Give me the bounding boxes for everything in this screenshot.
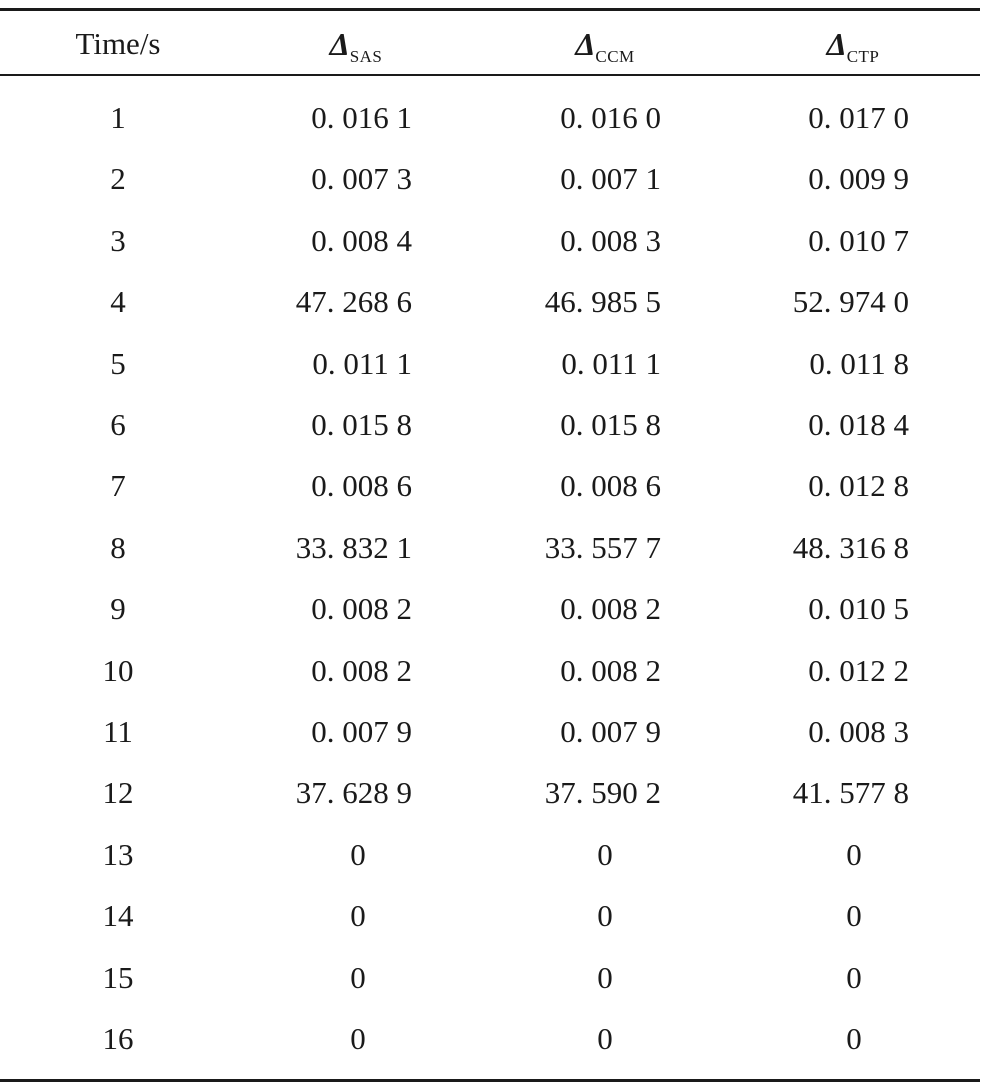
time-cell: 1 — [110, 100, 126, 135]
value-cell: 33. 557 7 — [544, 529, 661, 565]
time-cell: 5 — [110, 345, 126, 381]
value-cell: 0. 007 9 — [311, 714, 412, 749]
value-cell: 0. 008 3 — [808, 714, 909, 749]
subscript-ctp: CTP — [846, 47, 880, 66]
table-row — [0, 948, 980, 1008]
value-cell: 0 — [597, 836, 613, 872]
value-cell: 0. 015 8 — [311, 407, 412, 442]
value-cell: 0 — [597, 1021, 613, 1056]
header-delta-ccm — [505, 14, 705, 74]
value-cell: 0 — [846, 959, 862, 995]
table-row — [0, 272, 980, 332]
value-cell: 0. 018 4 — [808, 407, 909, 442]
value-cell: 41. 577 8 — [792, 775, 909, 811]
time-cell: 6 — [110, 407, 126, 442]
time-cell: 8 — [110, 529, 126, 565]
value-cell: 0. 007 1 — [560, 161, 661, 197]
time-cell: 9 — [110, 591, 126, 627]
time-cell: 12 — [102, 775, 134, 811]
value-cell: 0. 011 1 — [561, 345, 661, 381]
table-row — [0, 1009, 980, 1069]
header-delta-ctp — [753, 14, 953, 74]
value-cell: 0. 008 2 — [311, 652, 412, 688]
table-row — [0, 395, 980, 455]
table-row — [0, 149, 980, 209]
table-row — [0, 211, 980, 271]
table-header-row — [0, 14, 980, 74]
table-row — [0, 763, 980, 823]
value-cell: 0. 016 1 — [311, 100, 412, 135]
time-cell: 7 — [110, 468, 126, 504]
time-cell: 3 — [110, 222, 126, 258]
time-cell: 15 — [102, 959, 134, 995]
value-cell: 0. 010 5 — [808, 591, 909, 627]
value-cell: 0. 012 8 — [808, 468, 909, 504]
value-cell: 0. 017 0 — [808, 100, 909, 135]
table-row — [0, 334, 980, 394]
value-cell: 0. 011 8 — [809, 345, 909, 381]
value-cell: 0. 008 2 — [311, 591, 412, 627]
top-rule — [0, 8, 980, 11]
time-cell: 2 — [110, 161, 126, 197]
value-cell: 0 — [597, 959, 613, 995]
table-row — [0, 456, 980, 516]
value-cell: 52. 974 0 — [792, 284, 909, 320]
value-cell: 0. 008 6 — [560, 468, 661, 504]
value-cell: 0 — [350, 959, 366, 995]
time-cell: 10 — [102, 652, 134, 688]
value-cell: 37. 590 2 — [544, 775, 661, 811]
subscript-ccm: CCM — [595, 47, 635, 66]
value-cell: 33. 832 1 — [295, 529, 412, 565]
table-row — [0, 579, 980, 639]
time-cell: 11 — [103, 714, 133, 749]
value-cell: 0 — [350, 898, 366, 934]
header-rule — [0, 74, 980, 76]
table-row — [0, 88, 980, 148]
value-cell: 0 — [350, 836, 366, 872]
value-cell: 0. 008 6 — [311, 468, 412, 504]
bottom-rule — [0, 1079, 980, 1082]
header-delta-sas — [256, 14, 456, 74]
value-cell: 0. 012 2 — [808, 652, 909, 688]
table-row — [0, 825, 980, 885]
value-cell: 0. 008 3 — [560, 222, 661, 258]
value-cell: 0. 015 8 — [560, 407, 661, 442]
value-cell: 0. 011 1 — [312, 345, 412, 381]
value-cell: 0 — [846, 898, 862, 934]
value-cell: 46. 985 5 — [544, 284, 661, 320]
value-cell: 48. 316 8 — [792, 529, 909, 565]
value-cell: 0. 008 4 — [311, 222, 412, 258]
time-cell: 16 — [102, 1021, 134, 1056]
value-cell: 0 — [846, 836, 862, 872]
delta-symbol: Δ — [826, 26, 847, 62]
table-row — [0, 518, 980, 578]
value-cell: 47. 268 6 — [295, 284, 412, 320]
value-cell: 0. 010 7 — [808, 222, 909, 258]
value-cell: 0 — [597, 898, 613, 934]
delta-symbol: Δ — [575, 26, 596, 62]
value-cell: 37. 628 9 — [295, 775, 412, 811]
value-cell: 0 — [350, 1021, 366, 1056]
table-row — [0, 702, 980, 762]
table-row — [0, 641, 980, 701]
value-cell: 0. 016 0 — [560, 100, 661, 135]
time-cell: 13 — [102, 836, 134, 872]
value-cell: 0. 007 9 — [560, 714, 661, 749]
value-cell: 0 — [846, 1021, 862, 1056]
value-cell: 0. 008 2 — [560, 591, 661, 627]
time-cell: 14 — [102, 898, 134, 934]
table-row — [0, 886, 980, 946]
subscript-sas: SAS — [349, 47, 383, 66]
value-cell: 0. 008 2 — [560, 652, 661, 688]
value-cell: 0. 009 9 — [808, 161, 909, 197]
time-cell: 4 — [110, 284, 126, 320]
value-cell: 0. 007 3 — [311, 161, 412, 197]
header-time: Time/s — [75, 26, 161, 61]
delta-symbol: Δ — [329, 26, 350, 62]
